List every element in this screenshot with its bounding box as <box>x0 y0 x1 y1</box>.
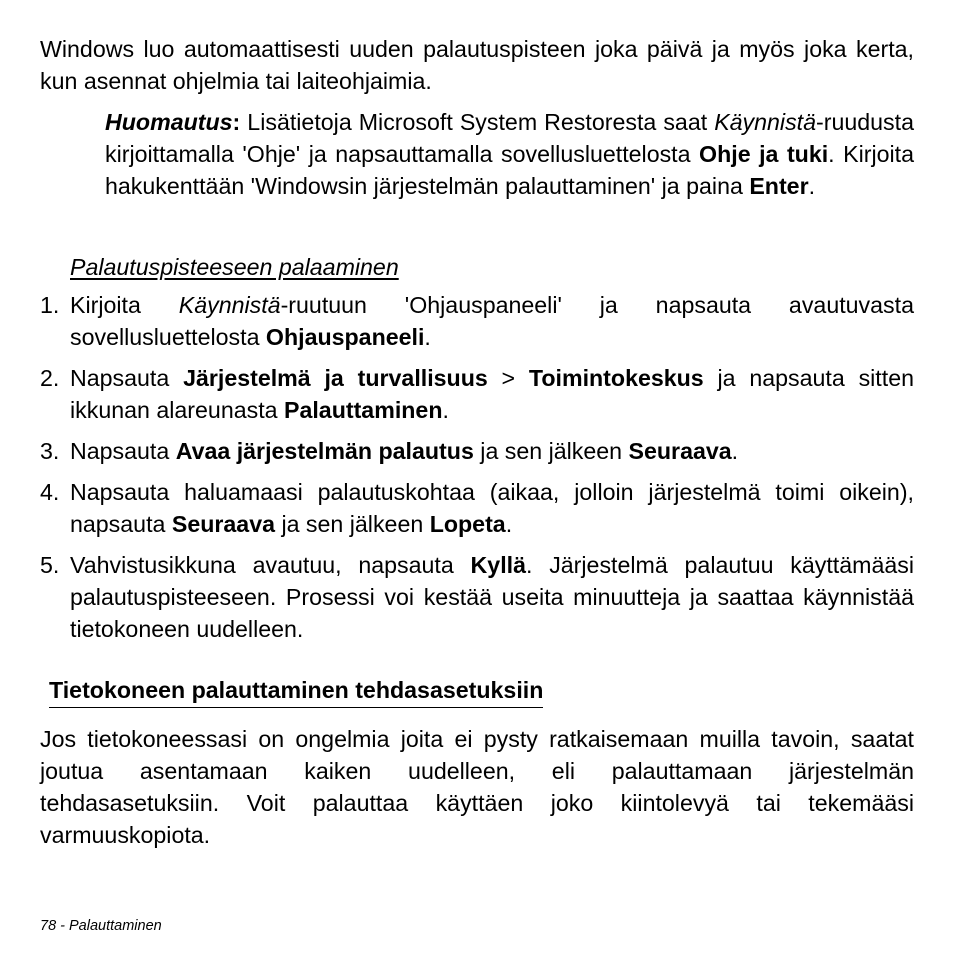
step-term: Ohjauspaneeli <box>265 324 425 350</box>
note-text: . <box>808 173 816 199</box>
step-term: Lopeta <box>429 511 506 537</box>
step-text-part: -ruutuun 'Ohjauspaneeli' ja napsauta avautuvasta sovellusluettelosta <box>70 292 914 350</box>
subheading: Palautuspisteeseen palaaminen <box>70 254 399 280</box>
step-3 <box>40 435 914 467</box>
note-help-term: Ohje ja tuki <box>699 141 829 167</box>
step-text-part: > <box>487 365 529 391</box>
step-text-part: . <box>731 438 739 464</box>
steps-list <box>40 289 914 654</box>
step-text-part: Napsauta <box>70 365 184 391</box>
intro-paragraph: Windows luo automaattisesti uuden palautuspisteen joka päivä ja myös joka kerta, kun asennat ohjelmia tai laiteohjaimia. <box>40 36 914 94</box>
step-text-part: . Järjestelmä palautuu käyttämääsi palautuspisteeseen. Prosessi voi kestää useita minuutteja ja saattaa käynnistää tietokoneen uudelleen. <box>70 552 914 642</box>
step-text <box>70 549 914 645</box>
step-text-part: ja sen jälkeen <box>473 438 629 464</box>
step-text-part: . <box>424 324 431 350</box>
step-text-part: Napsauta <box>70 438 176 464</box>
note-enter-term: Enter <box>749 173 809 199</box>
step-term: Kyllä <box>470 552 526 578</box>
step-term: Seuraava <box>628 438 732 464</box>
step-2 <box>40 362 914 426</box>
step-text <box>70 289 914 353</box>
section-heading: Tietokoneen palauttaminen tehdasasetuksiin <box>49 674 543 708</box>
note-text: -ruudusta kirjoittamalla 'Ohje' ja napsauttamalla sovellusluettelosta <box>105 109 914 167</box>
note-text: Lisätietoja Microsoft System Restoresta saat <box>240 109 715 135</box>
step-text-part: . <box>505 511 513 537</box>
note-text: . Kirjoita hakukenttään 'Windowsin järjestelmän palauttaminen' ja paina <box>105 141 915 199</box>
note-start-term: Käynnistä <box>714 109 817 135</box>
section-body: Jos tietokoneessasi on ongelmia joita ei pysty ratkaisemaan muilla tavoin, saatat joutua asentamaan kaiken uudelleen, eli palauttamaan järjestelmän tehdasasetuksiin. Voit palauttaa käyttäen joko kiintolevyä tai tekemääsi varmuuskopiota. <box>40 726 914 848</box>
page-footer: 78 - Palauttaminen <box>40 918 162 934</box>
step-term: Seuraava <box>171 511 275 537</box>
step-term: Käynnistä <box>178 292 281 318</box>
step-text <box>70 435 914 467</box>
step-text-part: Kirjoita <box>70 292 179 318</box>
step-term: Avaa järjestelmän palautus <box>175 438 474 464</box>
step-text-part: Napsauta haluamaasi palautuskohtaa (aikaa, jolloin järjestelmä toimi oikein), napsauta <box>70 479 914 537</box>
step-term: Toimintokeskus <box>528 365 704 391</box>
step-number: 3. <box>40 438 60 464</box>
step-text-part: ja sen jälkeen <box>275 511 430 537</box>
step-term: Palauttaminen <box>284 397 443 423</box>
step-number: 5. <box>40 552 60 578</box>
step-text-part: ja napsauta sitten ikkunan alareunasta <box>70 365 914 423</box>
note-paragraph <box>105 106 914 202</box>
note-colon: : <box>232 109 241 135</box>
step-4 <box>40 476 914 540</box>
step-text-part: Vahvistusikkuna avautuu, napsauta <box>70 552 471 578</box>
step-number: 1. <box>40 292 60 318</box>
step-1 <box>40 289 914 353</box>
step-5 <box>40 549 914 645</box>
step-text <box>70 362 914 426</box>
step-number: 4. <box>40 479 60 505</box>
step-term: Järjestelmä ja turvallisuus <box>183 365 488 391</box>
step-text <box>70 476 914 540</box>
step-text-part: . <box>442 397 449 423</box>
note-label: Huomautus <box>105 109 233 135</box>
step-number: 2. <box>40 365 60 391</box>
